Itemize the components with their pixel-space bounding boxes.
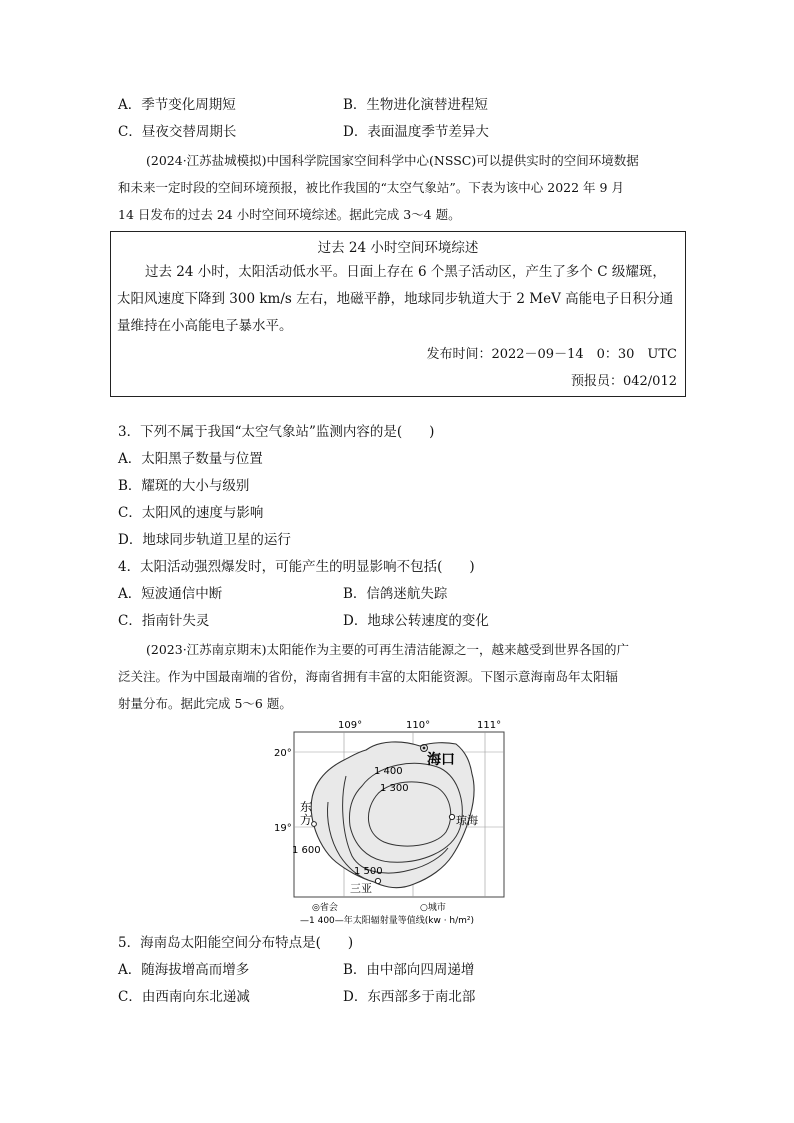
question-5-option-d: D．东西部多于南北部 xyxy=(343,989,476,1005)
sanya-city-symbol xyxy=(375,878,380,883)
question-4-option-a: A．短波通信中断 xyxy=(118,586,223,602)
lon-label-111: 111° xyxy=(477,720,502,731)
question-3-option-c: C．太阳风的速度与影响 xyxy=(118,505,264,521)
question-3-option-d: D．地球同步轨道卫星的运行 xyxy=(118,532,291,548)
hainan-radiation-map xyxy=(270,716,530,930)
isoline-label-1600: 1 600 xyxy=(292,845,321,856)
legend-city: ○城市 xyxy=(420,903,446,913)
legend-isoline: —1 400—年太阳辐射量等值线(kw · h/m²) xyxy=(300,916,475,926)
lat-label-19: 19° xyxy=(274,823,292,834)
forecaster: 预报员：042/012 xyxy=(570,374,677,389)
question-4-stem: 4．太阳活动强烈爆发时，可能产生的明显影响不包括( ) xyxy=(118,559,475,575)
option-d: D．表面温度季节差异大 xyxy=(343,124,489,140)
intro-5-6-line2: 泛关注。作为中国最南端的省份，海南省拥有丰富的太阳能资源。下图示意海南岛年太阳辐 xyxy=(118,669,619,684)
place-haikou: 海口 xyxy=(427,752,455,768)
place-dongfang-1: 东 xyxy=(300,800,313,814)
haikou-capital-dot xyxy=(423,747,426,750)
lon-label-109: 109° xyxy=(338,720,363,731)
qionghai-city-symbol xyxy=(449,814,454,819)
intro-3-4-line3: 14 日发布的过去 24 小时空间环境综述。据此完成 3～4 题。 xyxy=(118,207,461,222)
option-a: A．季节变化周期短 xyxy=(118,97,236,113)
isoline-label-1400: 1 400 xyxy=(374,766,403,777)
space-environment-summary-box xyxy=(110,231,686,397)
intro-3-4-line1: (2024·江苏盐城模拟)中国科学院国家空间科学中心(NSSC)可以提供实时的空间环境数据 xyxy=(146,153,639,168)
dongfang-city-symbol xyxy=(312,822,317,827)
question-4-option-c: C．指南针失灵 xyxy=(118,613,210,629)
legend-capital: ◎省会 xyxy=(312,903,338,913)
place-sanya: 三亚 xyxy=(350,882,372,895)
summary-title: 过去 24 小时空间环境综述 xyxy=(317,240,479,256)
intro-3-4-line2: 和未来一定时段的空间环境预报，被比作我国的“太空气象站”。下表为该中心 2022 年 9 月 xyxy=(118,180,624,195)
lat-label-20: 20° xyxy=(274,748,292,759)
question-3-stem: 3．下列不属于我国“太空气象站”监测内容的是( ) xyxy=(118,424,435,440)
question-4-option-d: D．地球公转速度的变化 xyxy=(343,613,489,629)
question-3-option-b: B．耀斑的大小与级别 xyxy=(118,478,250,494)
intro-5-6-line3: 射量分布。据此完成 5～6 题。 xyxy=(118,696,292,711)
option-b: B．生物进化演替进程短 xyxy=(343,97,488,113)
release-time: 发布时间：2022－09－14 0：30 UTC xyxy=(426,347,677,362)
question-5-option-a: A．随海拔增高而增多 xyxy=(118,962,250,978)
lon-label-110: 110° xyxy=(406,720,431,731)
place-qionghai: 琼海 xyxy=(456,814,478,827)
isoline-label-1300: 1 300 xyxy=(380,783,409,794)
question-3-option-a: A．太阳黑子数量与位置 xyxy=(118,451,263,467)
place-dongfang-2: 方 xyxy=(300,813,313,827)
question-5-option-c: C．由西南向东北递减 xyxy=(118,989,250,1005)
question-4-option-b: B．信鸽迷航失踪 xyxy=(343,586,448,602)
question-5-stem: 5．海南岛太阳能空间分布特点是( ) xyxy=(118,935,354,951)
question-5-option-b: B．由中部向四周递增 xyxy=(343,962,475,978)
intro-5-6-line1: (2023·江苏南京期末)太阳能作为主要的可再生清洁能源之一，越来越受到世界各国的广 xyxy=(146,642,630,657)
option-c: C．昼夜交替周期长 xyxy=(118,124,237,140)
summary-body: 过去 24 小时，太阳活动低水平。日面上存在 6 个黑子活动区，产生了多个 C 级耀斑，太阳风速度下降到 300 km/s 左右，地磁平静，地球同步轨道大于 2 MeV 高能电子日积分通量维持在小高能电子暴水平。 xyxy=(117,264,674,334)
isoline-label-1500: 1 500 xyxy=(354,866,383,877)
